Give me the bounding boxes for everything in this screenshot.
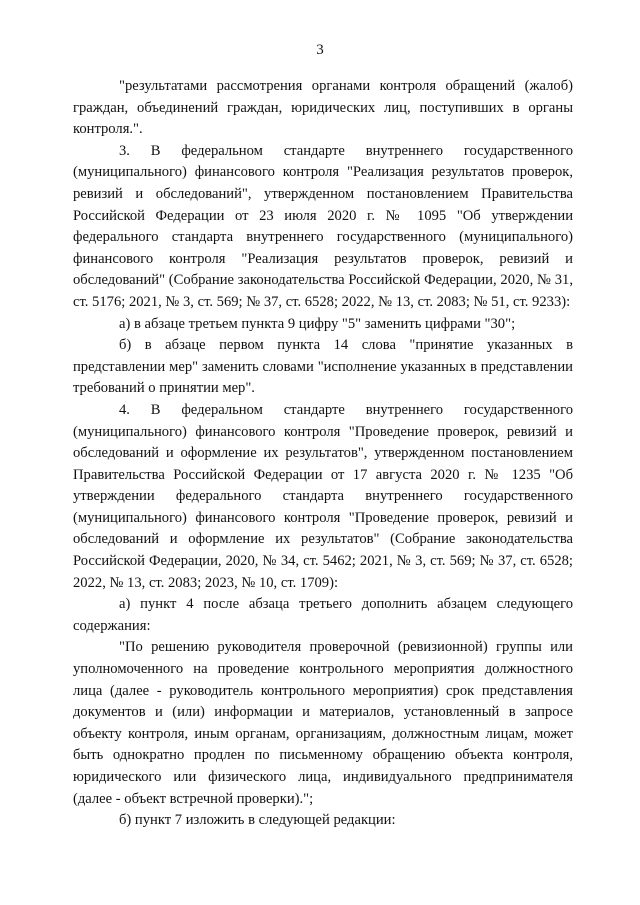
document-body (73, 76, 573, 832)
page-number: 3 (316, 42, 324, 58)
paragraph-subitem-3b: б) в абзаце первом пункта 14 слова "принятие указанных в представлении мер" заменить словами "исполнение указанных в представлении требований о принятии мер". (73, 337, 573, 397)
paragraph-subitem-4b: б) пункт 7 изложить в следующей редакции: (119, 812, 396, 829)
paragraph-item-3: 3. В федеральном стандарте внутреннего государственного (муниципального) финансового контроля "Реализация результатов проверок, ревизий и обследований", утвержденном постановлением Правительства Российской Федерации от 23 июля 2020 г. № 1095 "Об утверждении федерального стандарта внутреннего государственного (муниципального) финансового контроля "Реализация результатов проверок, ревизий и обследований" (Собрание законодательства Российской Федерации, 2020, № 31, ст. 5176; 2021, № 3, ст. 569; № 37, ст. 6528; 2022, № 13, ст. 2083; № 51, ст. 9233): (73, 142, 573, 310)
paragraph-item-4: 4. В федеральном стандарте внутреннего государственного (муниципального) финансового контроля "Проведение проверок, ревизий и обследований и оформление их результатов", утвержденном постановлением Правительства Российской Федерации от 17 августа 2020 г. № 1235 "Об утверждении федерального стандарта внутреннего государственного (муниципального) финансового контроля "Проведение проверок, ревизий и обследований и оформление их результатов" (Собрание законодательства Российской Федерации, 2020, № 34, ст. 5462; 2021, № 3, ст. 569; № 37, ст. 6528; 2022, № 13, ст. 2083; 2023, № 10, ст. 1709): (73, 401, 573, 591)
paragraph-quote-continuation: "результатами рассмотрения органами контроля обращений (жалоб) граждан, объединений граждан, юридических лиц, поступивших в органы контроля.". (73, 78, 573, 138)
paragraph-quoted-amendment: "По решению руководителя проверочной (ревизионной) группы или уполномоченного на проведение контрольного мероприятия должностного лица (далее - руководитель контрольного мероприятия) срок представления документов и (или) информации и материалов, установленный в запросе объекту контроля, иным органам, организациям, должностным лицам, может быть однократно продлен по письменному обращению объекта контроля, юридического или физического лица, индивидуального предпринимателя (далее - объект встречной проверки)."; (73, 639, 573, 807)
paragraph-subitem-3a: а) в абзаце третьем пункта 9 цифру "5" заменить цифрами "30"; (119, 315, 516, 332)
paragraph-subitem-4a: а) пункт 4 после абзаца третьего дополнить абзацем следующего содержания: (73, 596, 573, 634)
